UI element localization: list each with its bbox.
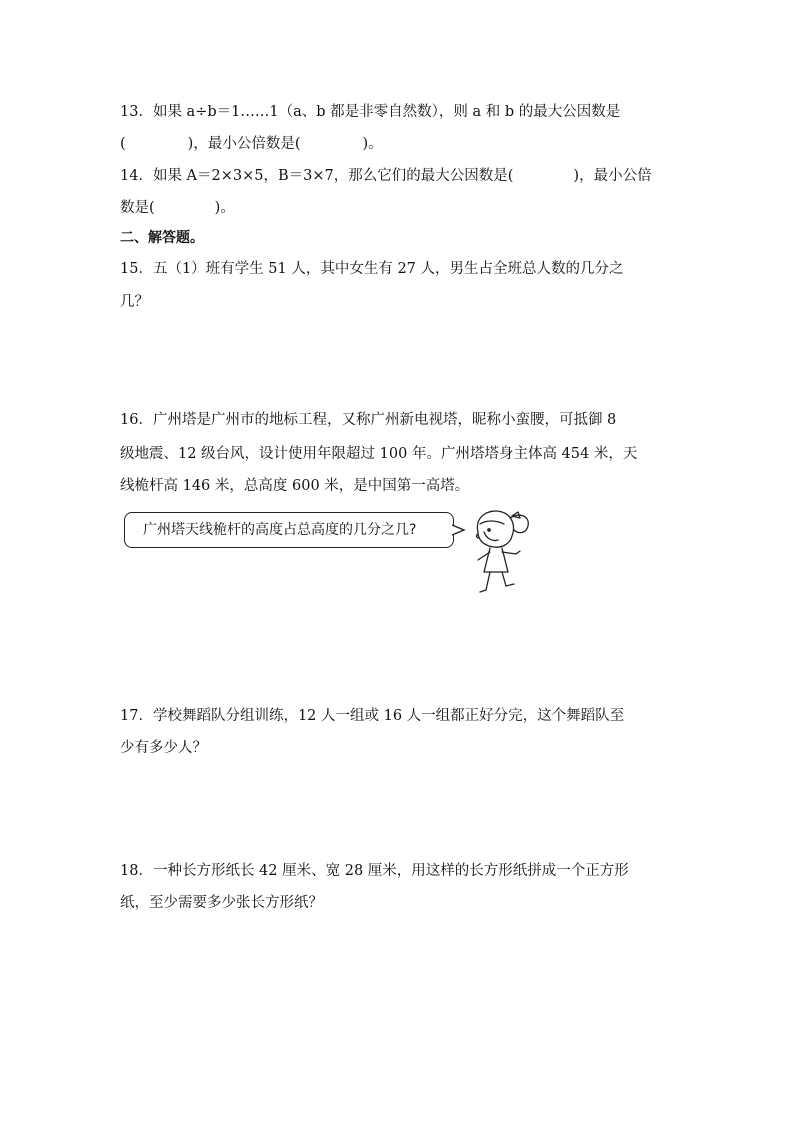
q14-line2-end: )。 (214, 200, 235, 216)
question-16-line-1: 16．广州塔是广州市的地标工程，又称广州新电视塔，昵称小蛮腰，可抵御 8 (120, 412, 617, 428)
q13-lcm-text: )，最小公倍数是( (187, 136, 301, 152)
q13-paren-close: )。 (362, 136, 383, 152)
question-14-line-1 (120, 166, 680, 186)
question-14-line-2 (120, 198, 680, 218)
question-17-line-1: 17．学校舞蹈队分组训练，12 人一组或 16 人一组都正好分完，这个舞蹈队至 (120, 708, 625, 724)
question-15-line-2: 几？ (120, 294, 149, 310)
girl-cartoon-icon (456, 502, 536, 602)
q14-text-end: )，最小公倍 (573, 168, 652, 184)
q14-line2-start: 数是( (120, 200, 155, 216)
question-16-line-2: 级地震、12 级台风，设计使用年限超过 100 年。广州塔塔身主体高 454 米，天 (120, 446, 638, 462)
question-18-line-1: 18．一种长方形纸长 42 厘米、宽 28 厘米，用这样的长方形纸拼成一个正方形 (120, 863, 629, 879)
question-16-line-3: 线桅杆高 146 米，总高度 600 米，是中国第一高塔。 (120, 478, 470, 494)
speech-bubble: 广州塔天线桅杆的高度占总高度的几分之几? (124, 512, 454, 548)
section-2-heading: 二、解答题。 (120, 230, 204, 246)
question-17-line-2: 少有多少人？ (120, 740, 207, 756)
q14-text-start: 14．如果 A＝2×3×5，B＝3×7，那么它们的最大公因数是( (120, 168, 514, 184)
question-15-line-1: 15．五（1）班有学生 51 人，其中女生有 27 人，男生占全班总人数的几分之 (120, 261, 624, 277)
question-13-line-1: 13．如果 a÷b＝1……1（a、b 都是非零自然数），则 a 和 b 的最大公因数是 (120, 104, 621, 120)
question-18-line-2: 纸，至少需要多少张长方形纸？ (120, 895, 323, 911)
q13-paren-open: ( (120, 136, 126, 152)
question-13-line-2 (120, 134, 680, 154)
